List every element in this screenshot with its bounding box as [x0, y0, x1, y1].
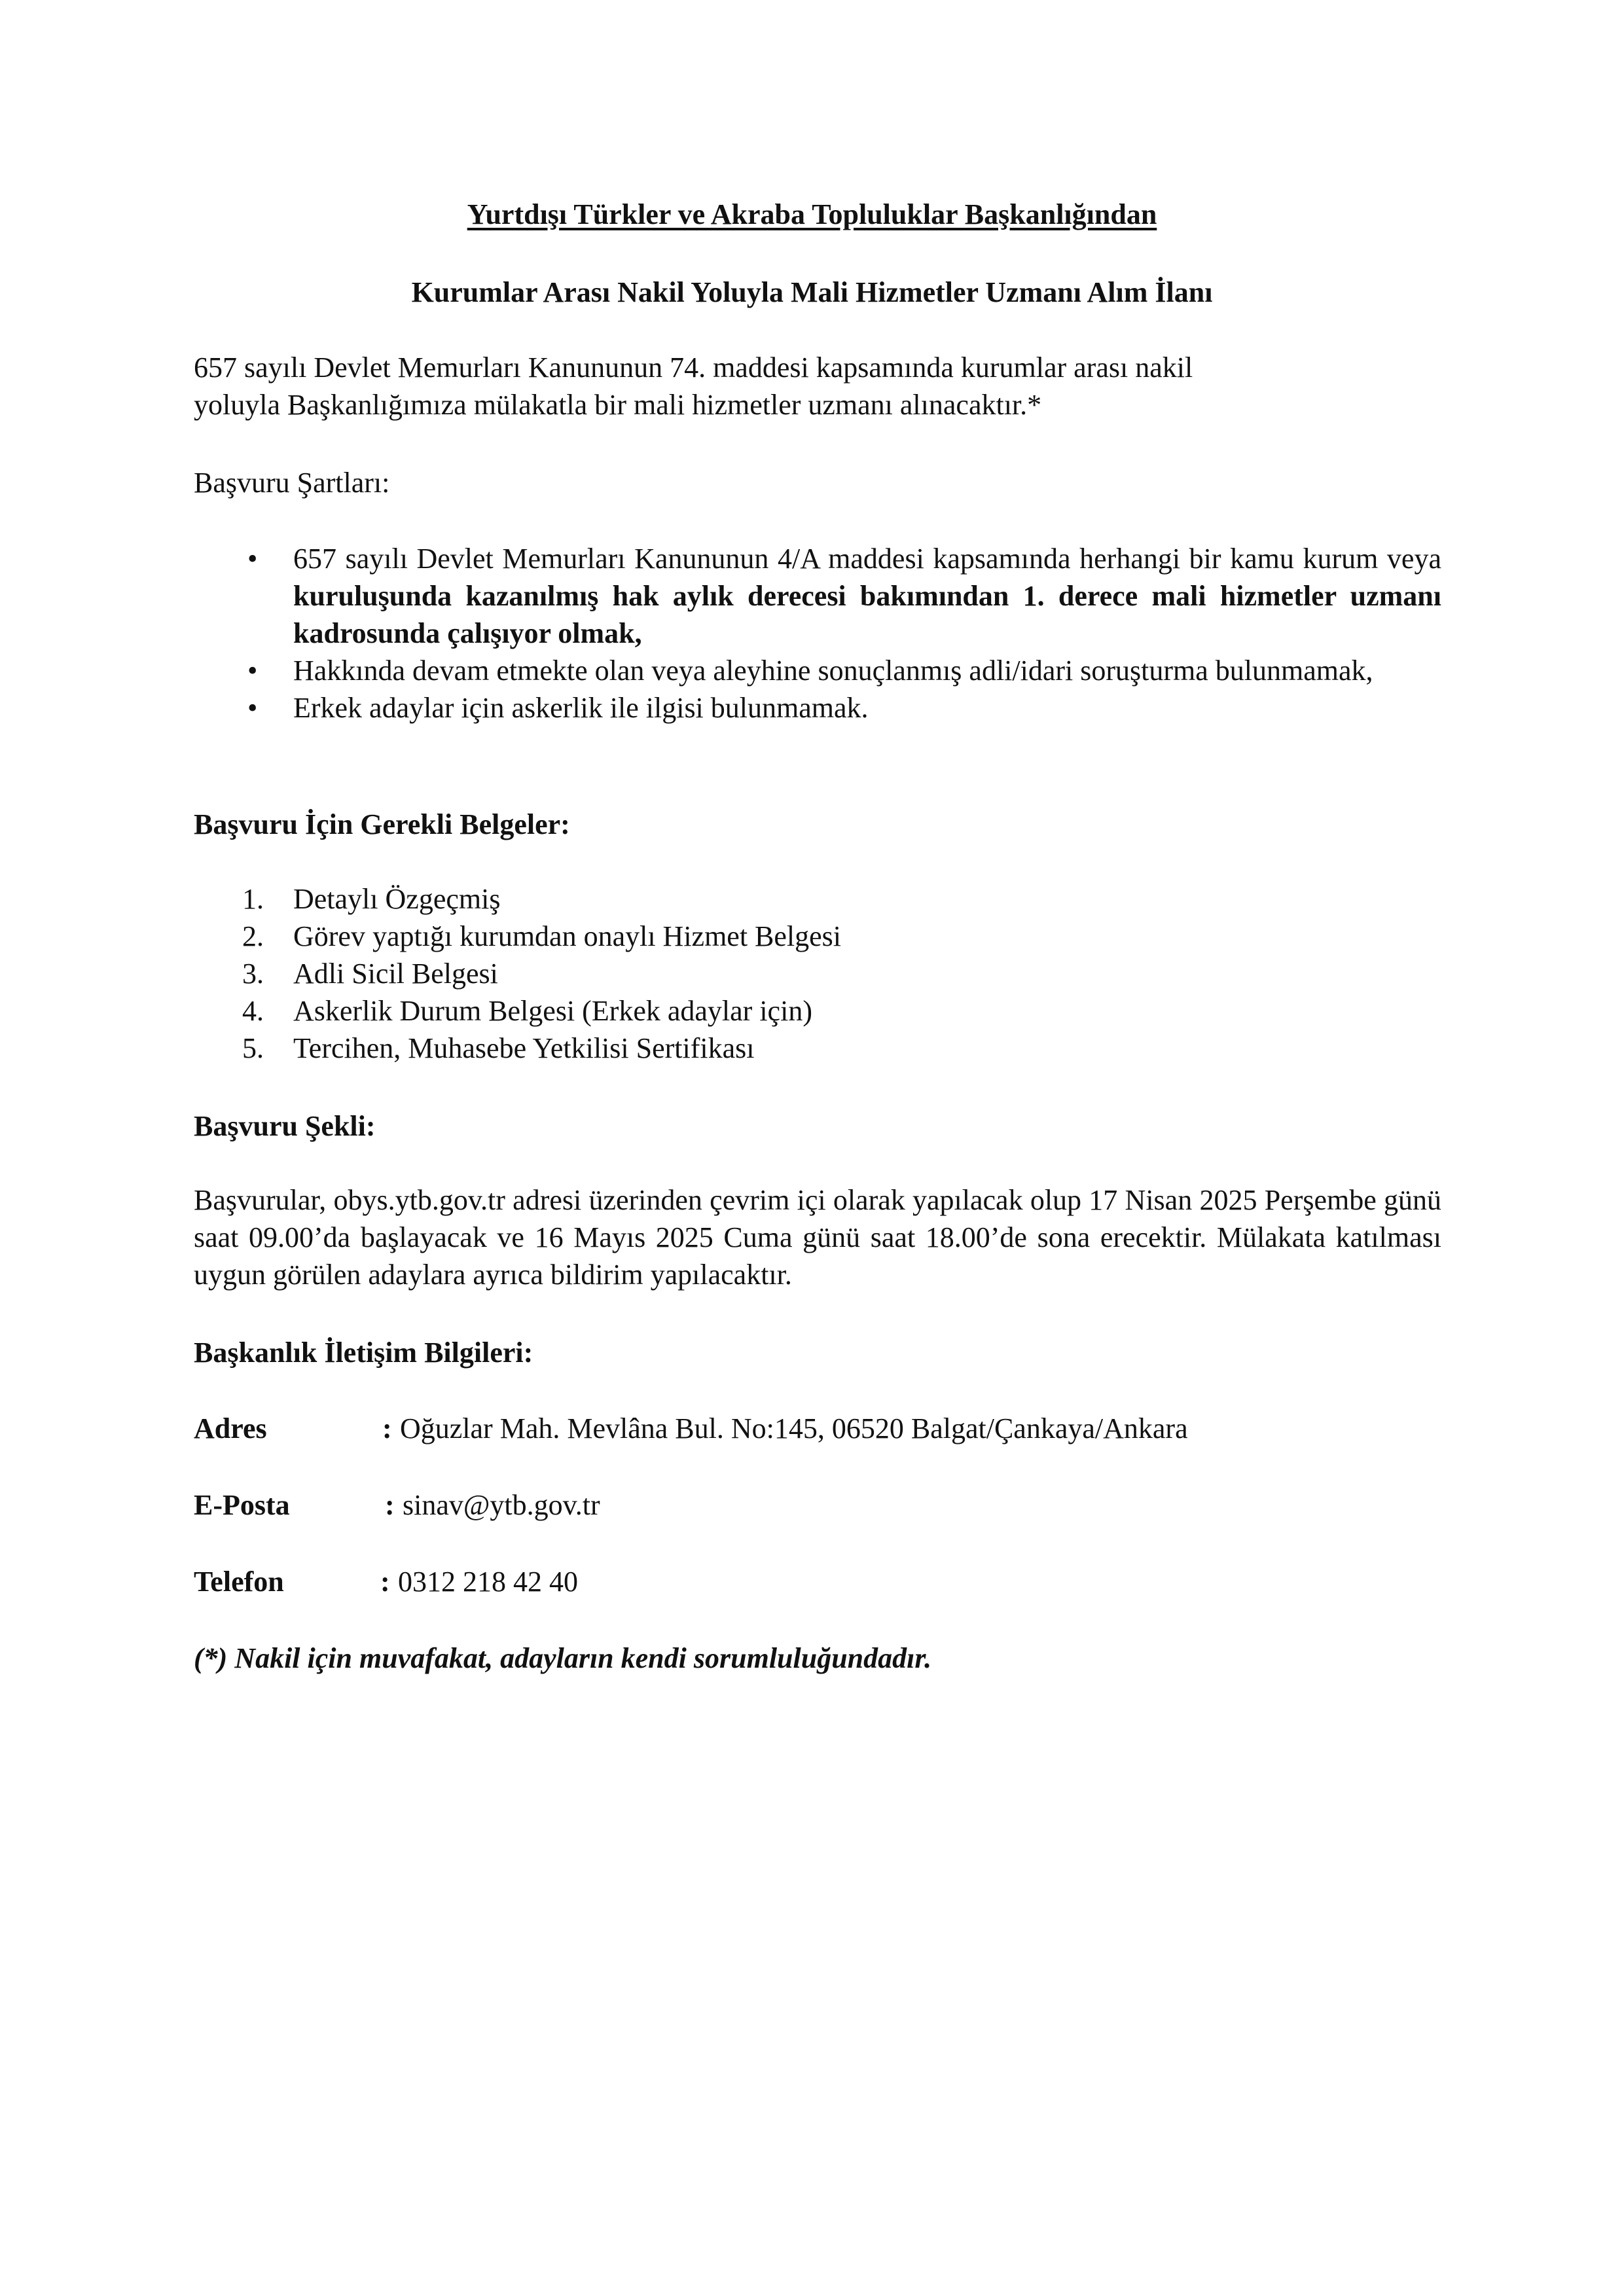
intro-line-2: yoluyla Başkanlığımıza mülakatla bir mali hizmetler uzmanı alınacaktır.*	[194, 389, 1042, 421]
condition-3-text: Erkek adaylar için askerlik ile ilgisi bulunmamak.	[293, 692, 869, 724]
document-number: 5.	[242, 1032, 264, 1064]
intro-paragraph	[194, 349, 1441, 423]
document-text: Askerlik Durum Belgesi (Erkek adaylar için)	[293, 995, 812, 1027]
email-colon: :	[385, 1489, 395, 1521]
documents-list	[194, 880, 1441, 1067]
application-paragraph: Başvurular, obys.ytb.gov.tr adresi üzerinden çevrim içi olarak yapılacak olup 17 Nisan 2025 Perşembe günü saat 09.00’da başlayacak ve 16 Mayıs 2025 Cuma günü saat 18.00’de sona erecektir. Mülakata katılması uygun görülen adaylara ayrıca bildirim yapılacaktır.	[194, 1184, 1441, 1291]
document-number: 3.	[242, 958, 264, 990]
application-heading: Başvuru Şekli:	[194, 1110, 376, 1142]
document-text: Görev yaptığı kurumdan onaylı Hizmet Belgesi	[293, 920, 842, 952]
phone-label: Telefon	[194, 1566, 284, 1598]
document-item	[194, 1030, 1441, 1067]
phone-colon: :	[380, 1566, 390, 1598]
footnote: (*) Nakil için muvafakat, adayların kendi sorumluluğundadır.	[194, 1642, 932, 1674]
email-label: E-Posta	[194, 1489, 290, 1521]
document-text: Tercihen, Muhasebe Yetkilisi Sertifikası	[293, 1032, 755, 1064]
condition-item-3	[194, 689, 1441, 726]
address-label: Adres	[194, 1412, 267, 1444]
document-text: Detaylı Özgeçmiş	[293, 883, 501, 915]
condition-2-text: Hakkında devam etmekte olan veya aleyhine sonuçlanmış adli/idari soruşturma bulunmamak,	[293, 655, 1373, 687]
page-subtitle: Kurumlar Arası Nakil Yoluyla Mali Hizmetler Uzmanı Alım İlanı	[411, 276, 1213, 308]
document-item	[194, 918, 1441, 955]
address-value: Oğuzlar Mah. Mevlâna Bul. No:145, 06520 Balgat/Çankaya/Ankara	[400, 1412, 1188, 1444]
document-number: 2.	[242, 920, 264, 952]
bullet-icon: •	[247, 543, 258, 575]
document-item	[194, 955, 1441, 992]
document-item	[194, 992, 1441, 1030]
bullet-icon: •	[247, 692, 258, 724]
condition-item-1	[194, 540, 1441, 652]
phone-value: 0312 218 42 40	[398, 1566, 578, 1598]
document-item	[194, 880, 1441, 918]
condition-1-bold-text: kuruluşunda kazanılmış hak aylık derecesi bakımından 1. derece mali hizmetler uzmanı kadrosunda çalışıyor olmak,	[293, 580, 1441, 649]
conditions-list	[194, 540, 1441, 726]
page-title: Yurtdışı Türkler ve Akraba Topluluklar Başkanlığından	[467, 198, 1157, 230]
address-colon: :	[382, 1412, 392, 1444]
contact-heading: Başkanlık İletişim Bilgileri:	[194, 1336, 533, 1369]
email-value: sinav@ytb.gov.tr	[403, 1489, 600, 1521]
document-number: 1.	[242, 883, 264, 915]
bullet-icon: •	[247, 655, 258, 687]
condition-item-2	[194, 652, 1441, 689]
condition-1-text: 657 sayılı Devlet Memurları Kanununun 4/A maddesi kapsamında herhangi bir kamu kurum veya	[293, 543, 1441, 575]
document-number: 4.	[242, 995, 264, 1027]
conditions-heading: Başvuru Şartları:	[194, 467, 390, 499]
document-text: Adli Sicil Belgesi	[293, 958, 498, 990]
documents-heading: Başvuru İçin Gerekli Belgeler:	[194, 808, 570, 840]
intro-line-1: 657 sayılı Devlet Memurları Kanununun 74. maddesi kapsamında kurumlar arası nakil	[194, 351, 1193, 384]
